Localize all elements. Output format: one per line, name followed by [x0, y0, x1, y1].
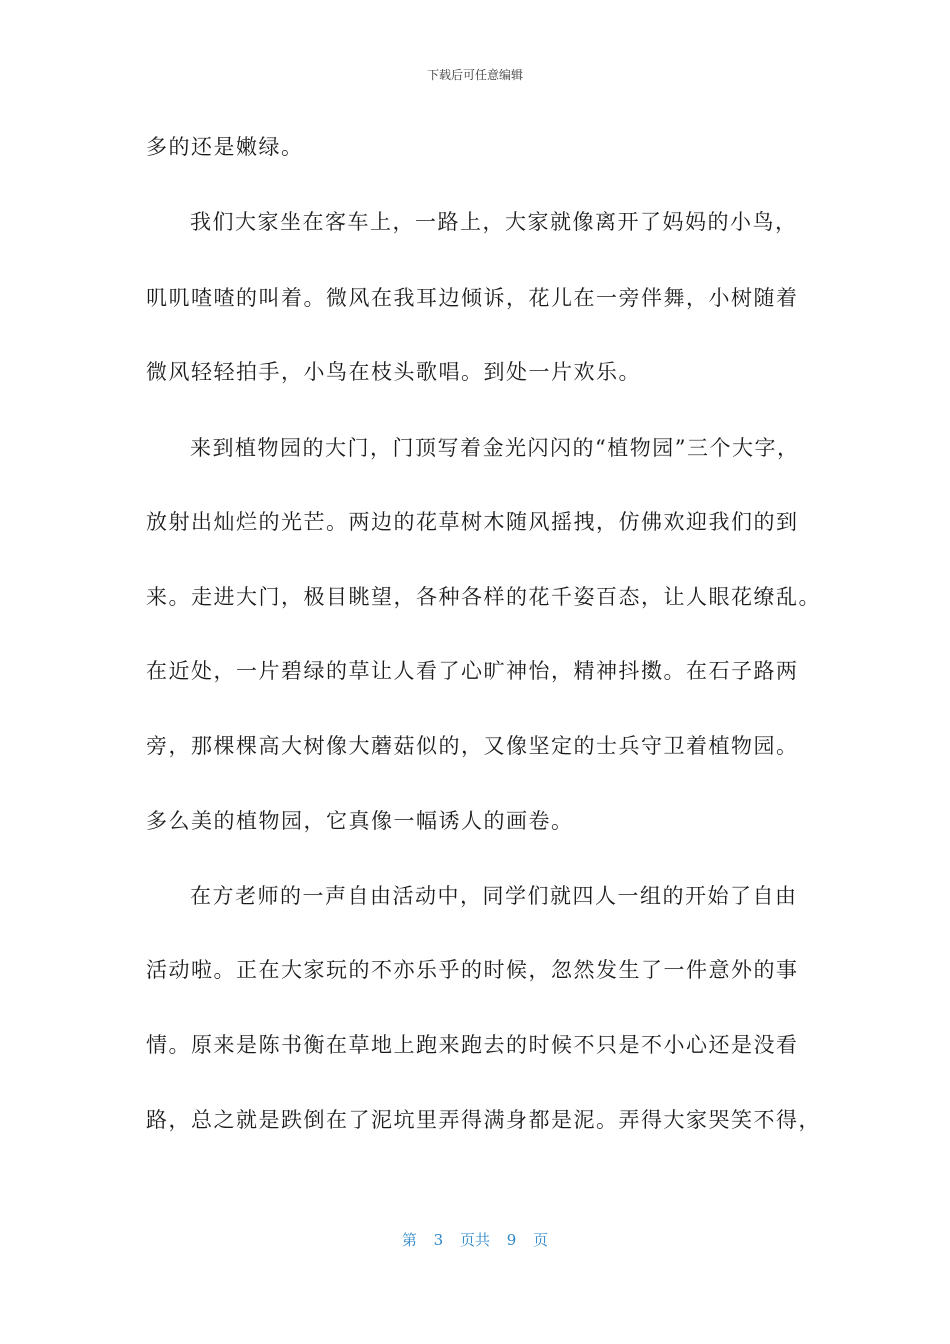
header-note: 下载后可任意编辑: [426, 68, 523, 82]
body-line: 旁，那棵棵高大树像大蘑菇似的，又像坚定的士兵守卫着植物园。: [146, 734, 799, 758]
body-line: 多的还是嫩绿。: [146, 135, 304, 159]
body-line: 放射出灿烂的光芒。两边的花草树木随风摇拽，仿佛欢迎我们的到: [146, 510, 799, 534]
page-label-mid: 页共: [459, 1231, 490, 1249]
body-line: 情。原来是陈书衡在草地上跑来跑去的时候不只是不小心还是没看: [146, 1033, 799, 1057]
body-line: 来到植物园的大门，门顶写着金光闪闪的“植物园”三个大字，: [190, 436, 800, 460]
body-line: 我们大家坐在客车上，一路上，大家就像离开了妈妈的小鸟，: [190, 210, 798, 234]
body-line: 微风轻轻拍手，小鸟在枝头歌唱。到处一片欢乐。: [146, 360, 641, 384]
body-line: 叽叽喳喳的叫着。微风在我耳边倾诉，花儿在一旁伴舞，小树随着: [146, 286, 799, 310]
body-line: 活动啦。正在大家玩的不亦乐乎的时候，忽然发生了一件意外的事: [146, 958, 799, 982]
page-label-pre: 第: [401, 1231, 417, 1249]
total-pages-number: 9: [506, 1231, 517, 1249]
body-line: 多么美的植物园，它真像一幅诱人的画卷。: [146, 809, 574, 833]
page-footer: [0, 1229, 950, 1250]
body-line: 来。走进大门，极目眺望，各种各样的花千姿百态，让人眼花缭乱。: [146, 585, 821, 609]
current-page-number: 3: [433, 1231, 444, 1249]
body-line: 路，总之就是跌倒在了泥坑里弄得满身都是泥。弄得大家哭笑不得，: [146, 1108, 821, 1132]
body-line: 在近处，一片碧绿的草让人看了心旷神怡，精神抖擞。在石子路两: [146, 659, 799, 683]
page-label-post: 页: [533, 1231, 549, 1249]
body-line: 在方老师的一声自由活动中，同学们就四人一组的开始了自由: [190, 884, 798, 908]
